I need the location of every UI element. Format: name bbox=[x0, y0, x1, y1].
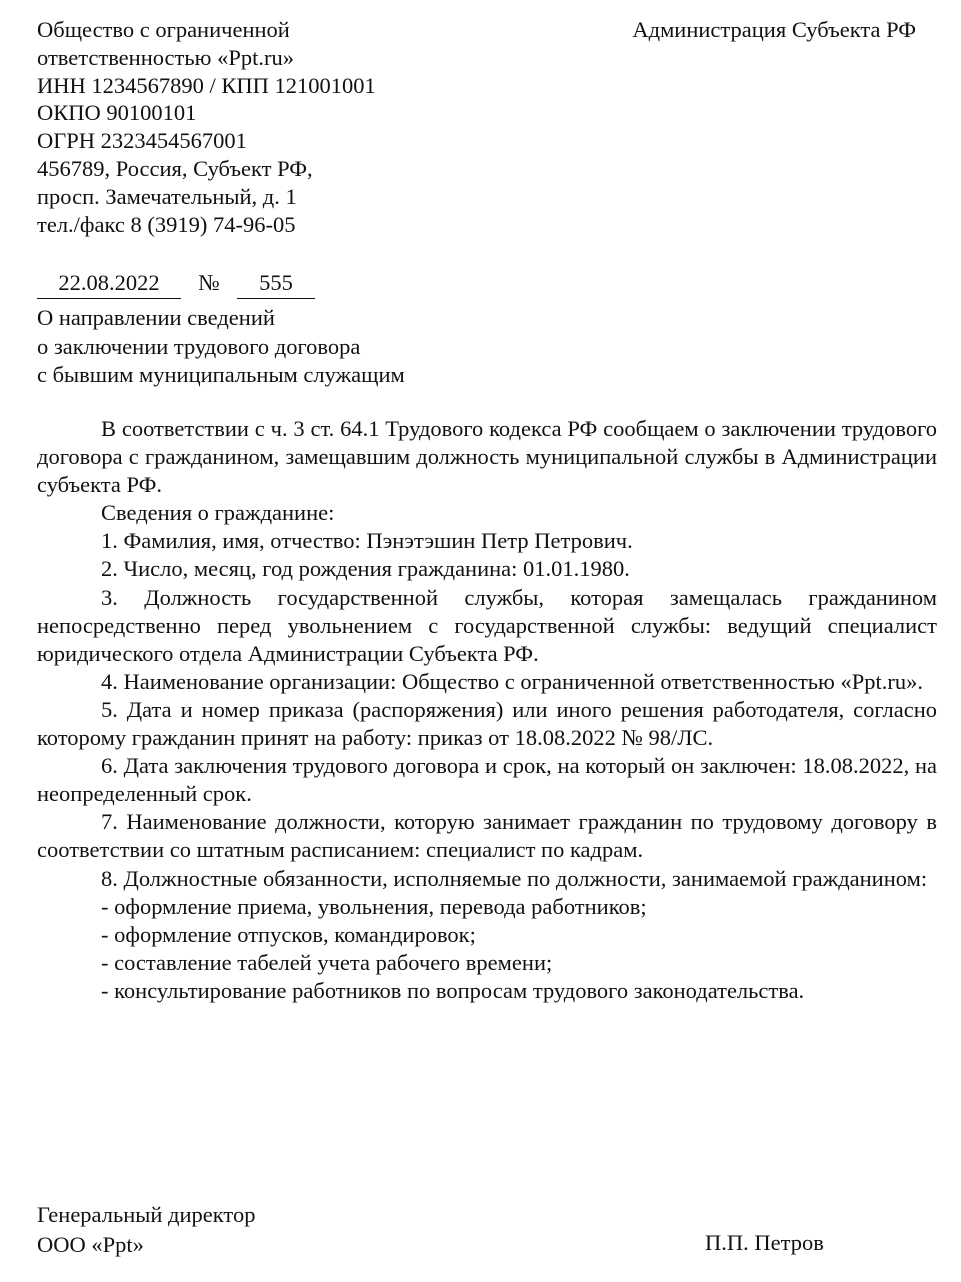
sender-phone: тел./факс 8 (3919) 74-96-05 bbox=[37, 211, 296, 237]
position-title: Генеральный директор bbox=[37, 1202, 256, 1227]
info-item-1: 1. Фамилия, имя, отчество: Пэнэтэшин Петр Петрович. bbox=[101, 528, 633, 554]
sender-line: ответственностью «Ppt.ru» bbox=[37, 44, 294, 70]
subject-line: с бывшим муниципальным служащим bbox=[37, 362, 405, 387]
subject-line: о заключении трудового договора bbox=[37, 333, 361, 359]
letter-number: 555 bbox=[237, 268, 315, 299]
subject-line: О направлении сведений bbox=[37, 305, 275, 330]
intro-paragraph: В соответствии с ч. 3 ст. 64.1 Трудового кодекса РФ сообщаем о заключении трудового договора с гражданином, замещавшим должность муниципальной службы в Администрации субъекта РФ. bbox=[37, 416, 937, 498]
sender-inn-kpp: ИНН 1234567890 / КПП 121001001 bbox=[37, 72, 376, 98]
signatory-position bbox=[37, 1200, 255, 1260]
sender-okpo: ОКПО 90100101 bbox=[37, 100, 197, 126]
duty-item: - оформление отпусков, командировок; bbox=[101, 921, 476, 947]
letter-subject bbox=[37, 304, 405, 390]
sender-line: Общество с ограниченной bbox=[37, 17, 290, 42]
info-item-3: 3. Должность государственной службы, которая замещалась гражданином непосредственно перед увольнением с государственной службы: ведущий специалист юридического отдела Администрации Субъекта РФ. bbox=[37, 584, 937, 666]
sender-block bbox=[37, 16, 376, 238]
sender-address: просп. Замечательный, д. 1 bbox=[37, 183, 297, 209]
info-item-5: 5. Дата и номер приказа (распоряжения) или иного решения работодателя, согласно которому гражданин принят на работу: приказ от 18.08.2022 № 98/ЛС. bbox=[37, 696, 937, 751]
info-item-8: 8. Должностные обязанности, исполняемые по должности, занимаемой гражданином: bbox=[101, 865, 928, 891]
recipient: Администрация Субъекта РФ bbox=[632, 17, 916, 42]
info-item-7: 7. Наименование должности, которую занимает гражданин по трудовому договору в соответствии со штатным расписанием: специалист по кадрам. bbox=[37, 809, 937, 863]
info-item-2: 2. Число, месяц, год рождения гражданина: 01.01.1980. bbox=[101, 556, 630, 582]
duty-item: - составление табелей учета рабочего времени; bbox=[101, 949, 553, 975]
letter-date: 22.08.2022 bbox=[37, 268, 181, 299]
duty-item: - консультирование работников по вопросам трудового законодательства. bbox=[101, 977, 805, 1003]
sender-ogrn: ОГРН 2323454567001 bbox=[37, 128, 247, 154]
sender-address: 456789, Россия, Субъект РФ, bbox=[37, 155, 313, 181]
info-item-6: 6. Дата заключения трудового договора и срок, на который он заключен: 18.08.2022, на неопределенный срок. bbox=[37, 753, 937, 807]
company-short-name: ООО «Ppt» bbox=[37, 1232, 144, 1257]
signatory-name: П.П. Петров bbox=[705, 1230, 824, 1255]
info-item-4: 4. Наименование организации: Общество с ограниченной ответственностью «Ppt.ru». bbox=[101, 668, 923, 694]
number-sign: № bbox=[198, 270, 220, 295]
letter-date-number bbox=[37, 268, 315, 299]
letter-body bbox=[37, 415, 937, 1005]
duty-item: - оформление приема, увольнения, перевода работников; bbox=[101, 893, 647, 919]
info-heading: Сведения о гражданине: bbox=[101, 500, 335, 526]
